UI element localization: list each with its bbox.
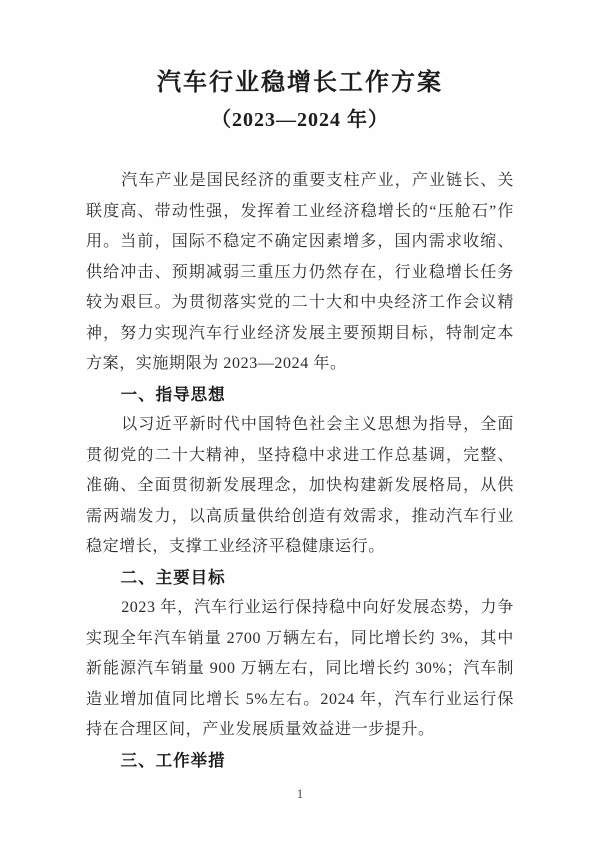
section-paragraph-main-goals: 2023 年，汽车行业运行保持稳中向好发展态势，力争实现全年汽车销量 2700 万辆左右，同比增长约 3%，其中新能源汽车销量 900 万辆左右，同比增长约 30%；汽车制造业增加值同比增长 5%左右。2024 年，汽车行业运行保持在合理区间，产业发展质量效益进一步提升。 (86, 599, 514, 738)
section-heading-work-measures: 三、工作举措 (120, 751, 226, 770)
section-paragraph-guiding-ideology: 以习近平新时代中国特色社会主义思想为指导，全面贯彻党的二十大精神，坚持稳中求进工作总基调，完整、准确、全面贯彻新发展理念，加快构建新发展格局，从供需两端发力，以高质量供给创造有效需求，推动汽车行业稳定增长，支撑工业经济平稳健康运行。 (86, 416, 514, 555)
document-title: 汽车行业稳增长工作方案 (157, 70, 443, 96)
intro-paragraph: 汽车产业是国民经济的重要支柱产业，产业链长、关联度高、带动性强，发挥着工业经济稳增长的“压舱石”作用。当前，国际不稳定不确定因素增多，国内需求收缩、供给冲击、预期减弱三重压力仍然存在，行业稳增长任务较为艰巨。为贯彻落实党的二十大和中央经济工作会议精神，努力实现汽车行业经济发展主要预期目标，特制定本方案，实施期限为 2023—2024 年。 (86, 172, 514, 372)
document-body (86, 166, 514, 776)
section-heading-guiding-ideology: 一、指导思想 (120, 385, 226, 404)
document-subtitle: （2023—2024 年） (211, 109, 389, 131)
page-number: 1 (296, 786, 304, 801)
section-heading-main-goals: 二、主要目标 (120, 568, 226, 587)
